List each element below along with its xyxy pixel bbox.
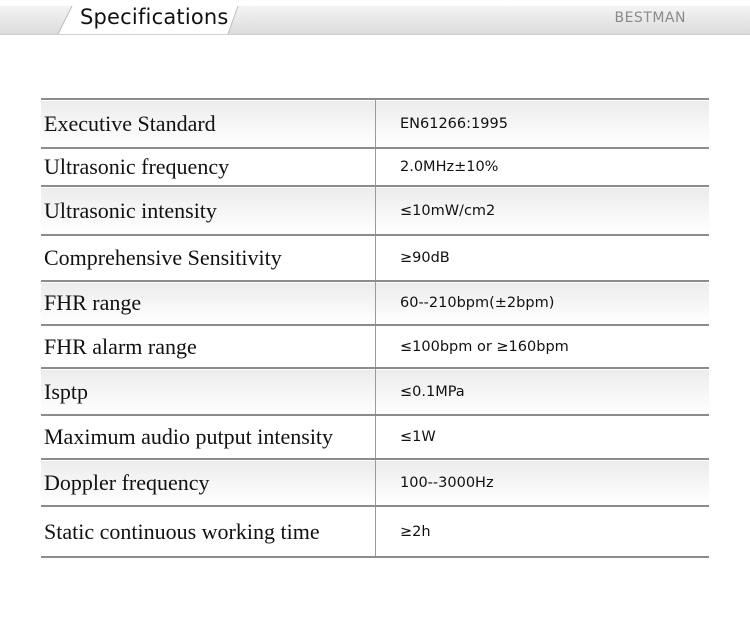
spec-label: Comprehensive Sensitivity: [41, 235, 376, 281]
spec-label: Executive Standard: [41, 99, 376, 148]
table-row: [41, 325, 709, 368]
table-row: [41, 415, 709, 459]
table-row: [41, 281, 709, 325]
spec-value: ≤0.1MPa: [400, 383, 465, 400]
spec-value: ≥2h: [400, 523, 431, 540]
spec-label: Ultrasonic frequency: [41, 148, 376, 186]
table-row: [41, 186, 709, 235]
banner-left-tab: [0, 6, 72, 34]
spec-value: ≥90dB: [400, 250, 450, 266]
table-row: [41, 506, 709, 557]
spec-value: 60--210bpm(±2bpm): [400, 295, 555, 311]
spec-label: Maximum audio putput intensity: [41, 415, 376, 459]
spec-label: Static continuous working time: [41, 506, 376, 557]
table-row: [41, 99, 709, 148]
spec-value: 2.0MHz±10%: [400, 159, 499, 175]
specifications-table: [41, 98, 709, 558]
table-row: [41, 148, 709, 186]
spec-label: Isptp: [41, 368, 376, 415]
spec-label: Doppler frequency: [41, 459, 376, 506]
spec-value: EN61266:1995: [400, 115, 508, 132]
spec-value: ≤10mW/cm2: [400, 202, 496, 219]
header-banner: [0, 0, 750, 40]
spec-label: Ultrasonic intensity: [41, 186, 376, 235]
page-title: Specifications: [80, 5, 229, 29]
table-row: [41, 368, 709, 415]
brand-name: BESTMAN: [614, 10, 686, 26]
spec-value: 100--3000Hz: [400, 474, 494, 491]
spec-label: FHR alarm range: [41, 325, 376, 368]
table-row: [41, 459, 709, 506]
spec-value: ≤100bpm or ≥160bpm: [400, 338, 569, 355]
table-row: [41, 235, 709, 281]
spec-label: FHR range: [41, 281, 376, 325]
spec-value: ≤1W: [400, 429, 436, 445]
